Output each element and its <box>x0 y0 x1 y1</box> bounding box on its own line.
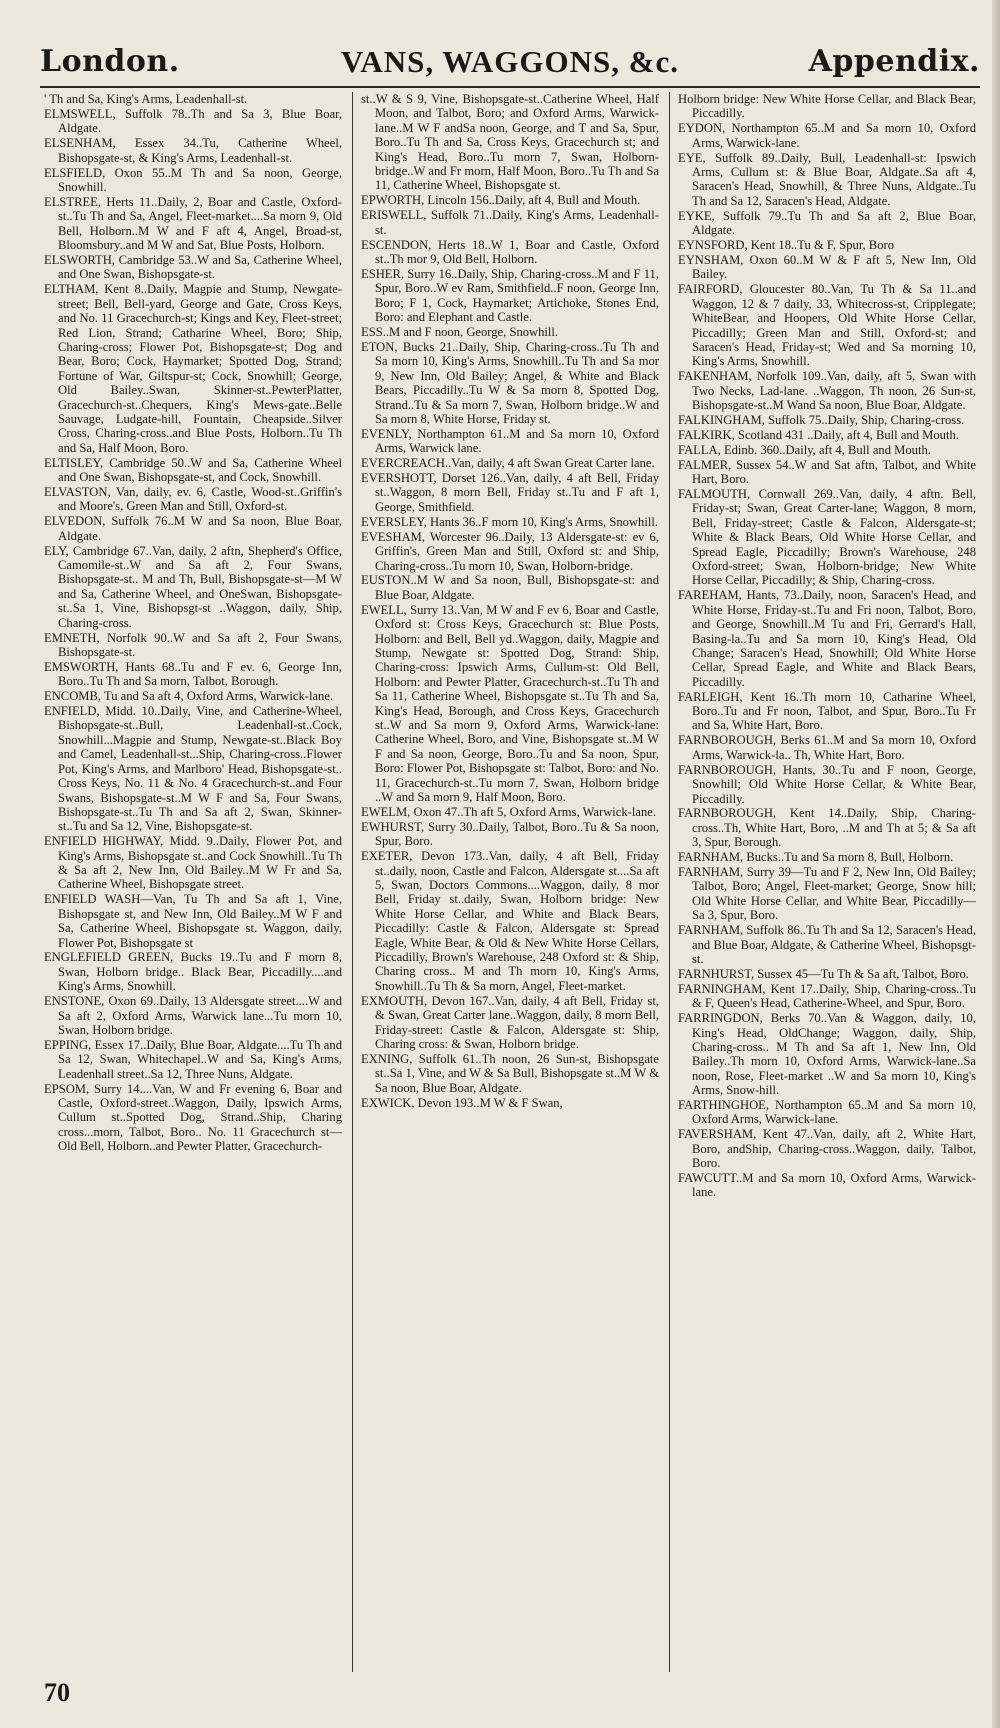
directory-entry: EVERSHOTT, Dorset 126..Van, daily, 4 aft Bell, Friday st..Waggon, 8 morn Bell, Friday st..Tu and F aft 1, George, Smithfield. <box>361 471 659 514</box>
directory-entry: ELSFIELD, Oxon 55..M Th and Sa noon, George, Snowhill. <box>44 165 342 194</box>
directory-entry: FARNHURST, Sussex 45—Tu Th & Sa aft, Talbot, Boro. <box>678 966 969 981</box>
directory-entry: ENCOMB, Tu and Sa aft 4, Oxford Arms, Warwick-lane. <box>44 689 334 704</box>
running-head-right: Appendix. <box>808 44 980 79</box>
directory-entry: EVERCREACH..Van, daily, 4 aft Swan Great Carter lane. <box>361 456 655 471</box>
directory-entry: ETON, Bucks 21..Daily, Ship, Charing-cross..Tu Th and Sa morn 10, King's Arms, Snowhill..Tu Th and Sa mor 9, New Inn, Old Bailey; Angel, & White and Black Bears, Piccadilly..Tu W & Sa morn 8, Spotted Dog, Strand..Tu & Sa morn 7, Swan, Holborn bridge..W and Sa morn 8, White Horse, Friday st. <box>361 339 659 426</box>
column-1 <box>44 92 342 1672</box>
directory-entry: ERISWELL, Suffolk 71..Daily, King's Arms, Leadenhall-st. <box>361 208 659 237</box>
page-header <box>40 40 980 84</box>
directory-entry: FALMOUTH, Cornwall 269..Van, daily, 4 aftn. Bell, Friday-st; Swan, Great Carter-lane; Waggon, 8 morn, Bell, Friday-street; Castle & Falcon, Aldersgate-st; White & Black Bears, Old White Horse Cellar, and Spread Eagle, Piccadilly; Brown's Warehouse, 248 Oxford-street; Swan, Holborn-bridge; New White Horse Cellar, Piccadilly; & Ship, Charing-cross. <box>678 486 976 588</box>
directory-entry: ESCENDON, Herts 18..W 1, Boar and Castle, Oxford st..Th mor 9, Old Bell, Holborn. <box>361 237 659 266</box>
directory-entry: FARNHAM, Bucks..Tu and Sa morn 8, Bull, Holborn. <box>678 850 954 865</box>
directory-entry: EVENLY, Northampton 61..M and Sa morn 10, Oxford Arms, Warwick lane. <box>361 426 659 456</box>
directory-entry: EYNSHAM, Oxon 60..M W & F aft 5, New Inn, Old Bailey. <box>678 252 976 282</box>
column-divider <box>352 92 353 1672</box>
directory-entry: EXNING, Suffolk 61..Th noon, 26 Sun-st, Bishopsgate st..Sa 1, Vine, and W & Sa Bull, Bishopsgate st..M W & Sa noon, Blue Boar, Aldgate. <box>361 1051 659 1095</box>
directory-entry: ESHER, Surry 16..Daily, Ship, Charing-cross..M and F 11, Spur, Boro..W ev Ram, Smithfield..F noon, George Inn, Boro; F 1, Cock, Haymarket; Artichoke, Stones End, Boro: and Elephant and Castle. <box>361 266 659 325</box>
directory-entry: ENGLEFIELD GREEN, Bucks 19..Tu and F morn 8, Swan, Holborn bridge.. Black Bear, Piccadilly....and King's Arms, Snowhill. <box>44 950 342 994</box>
directory-entry: FAIRFORD, Gloucester 80..Van, Tu Th & Sa 11..and Waggon, 12 & 7 daily, 33, Whitecross-st, Cripplegate; WhiteBear, and Hoopers, Old White Horse Cellar, Piccadilly; Green Man and Still, Oxford-st; and Saracen's Head, Friday-st; Wed and Sa morning 10, King's Arms, Snowhill. <box>678 282 976 369</box>
directory-entry: ELSWORTH, Cambridge 53..W and Sa, Catherine Wheel, and One Swan, Bishopsgate-st. <box>44 252 342 282</box>
directory-entry: FARRINGDON, Berks 70..Van & Waggon, daily, 10, King's Head, OldChange; Waggon, daily, Ship, Charing-cross.. M Th and Sa aft 1, New Inn, Old Bailey..Th morn 10, Oxford Arms, Warwick-lane..Sa noon, Rose, Fleet-market ..W and Sa morn 10, King's Arms, Snow-hill. <box>678 1011 976 1098</box>
directory-entry: EWELM, Oxon 47..Th aft 5, Oxford Arms, Warwick-lane. <box>361 804 656 819</box>
column-3 <box>678 92 976 1672</box>
directory-entry: ELSTREE, Herts 11..Daily, 2, Boar and Castle, Oxford-st..Tu Th and Sa, Angel, Fleet-market....Sa morn 9, Old Bell, Holborn..M W and F aft 4, Angel, Broad-st, Bloomsbury..and M W and Sat, Blue Posts, Holborn. <box>44 194 342 253</box>
directory-entry: FARNBOROUGH, Kent 14..Daily, Ship, Charing-cross..Th, White Hart, Boro, ..M and Th at 5; & Sa aft 3, Spur, Borough. <box>678 806 976 850</box>
directory-entry: FARLEIGH, Kent 16..Th morn 10, Catharine Wheel, Boro..Tu and Fr noon, Talbot, and Spur, Boro..Tu Fr and Sa, White Hart, Boro. <box>678 689 976 733</box>
directory-entry: FARNHAM, Suffolk 86..Tu Th and Sa 12, Saracen's Head, and Blue Boar, Aldgate, & Catherine Wheel, Bishopsgt-st. <box>678 923 976 966</box>
directory-entry: EYNSFORD, Kent 18..Tu & F, Spur, Boro <box>678 238 894 253</box>
directory-entry: ENSTONE, Oxon 69..Daily, 13 Aldersgate street....W and Sa aft 2, Oxford Arms, Warwick lane...Tu morn 10, Swan, Holborn bridge. <box>44 994 342 1037</box>
directory-entry: FAREHAM, Hants, 73..Daily, noon, Saracen's Head, and White Horse, Friday-st..Tu and Fri noon, Talbot, Boro, and George, Snowhill..M Tu and Fri, Gerrard's Hall, Basing-la..Tu and Sa morn 10, King's Head, Old Change; Saracen's Head, Snowhill; Old White Horse Cellar, Spread Eagle, and White and Black Bears, Piccadilly. <box>678 588 976 689</box>
directory-entry: EWHURST, Surry 30..Daily, Talbot, Boro..Tu & Sa noon, Spur, Boro. <box>361 819 659 849</box>
directory-entry: ELVEDON, Suffolk 76..M W and Sa noon, Blue Boar, Aldgate. <box>44 514 342 543</box>
text-columns <box>44 92 976 1672</box>
directory-entry: FARTHINGHOE, Northampton 65..M and Sa morn 10, Oxford Arms, Warwick-lane. <box>678 1098 976 1127</box>
directory-entry: FARNBOROUGH, Hants, 30..Tu and F noon, George, Snowhill; Old White Horse Cellar, & White Bear, Piccadilly. <box>678 762 976 806</box>
directory-entry: FAWCUTT..M and Sa morn 10, Oxford Arms, Warwick-lane. <box>678 1171 976 1200</box>
directory-entry: Holborn bridge: New White Horse Cellar, and Black Bear, Piccadilly. <box>678 92 976 121</box>
directory-entry: EYE, Suffolk 89..Daily, Bull, Leadenhall-st: Ipswich Arms, Cullum st: & Blue Boar, Aldgate..Sa aft 4, Saracen's Head, Snowhill, & Three Nuns, Aldgate..Tu Th and Sa 12, Saracen's Head, Aldgate. <box>678 150 976 208</box>
directory-entry: EXMOUTH, Devon 167..Van, daily, 4 aft Bell, Friday st, & Swan, Great Carter lane..Waggon, daily, 8 morn Bell, Friday-street: Castle & Falcon, Aldersgate st: Ship, Charing cross: & Swan, Holborn bridge. <box>361 993 659 1051</box>
directory-entry: EYKE, Suffolk 79..Tu Th and Sa aft 2, Blue Boar, Aldgate. <box>678 208 976 238</box>
directory-entry: ELVASTON, Van, daily, ev. 6, Castle, Wood-st..Griffin's and Moore's, Green Man and Still, Oxford-st. <box>44 484 342 514</box>
directory-entry: EXETER, Devon 173..Van, daily, 4 aft Bell, Friday st..daily, noon, Castle and Falcon, Aldersgate st....Sa aft 5, Swan, Doctors Commons....Waggon, daily, 8 mor Bell, Friday st..daily, Swan, Holborn bridge: New White Horse Cellar, and White and Black Bears, Piccadilly: Castle & Falcon, Aldersgate st: Spread Eagle, White Bear, & Old & New White Horse Cellars, Piccadilly, Brown's Warehouse, 248 Oxford st: & Ship, Charing cross.. M and Th morn 10, King's Arms, Snowhill..Tu Th & Sa morn, Angel, Fleet-market. <box>361 849 659 993</box>
directory-entry: FALLA, Edinb. 360..Daily, aft 4, Bull and Mouth. <box>678 442 931 457</box>
directory-entry: EMSWORTH, Hants 68..Tu and F ev. 6, George Inn, Boro..Tu Th and Sa morn, Talbot, Borough. <box>44 659 342 689</box>
directory-entry: ELMSWELL, Suffolk 78..Th and Sa 3, Blue Boar, Aldgate. <box>44 106 342 136</box>
directory-entry: ' Th and Sa, King's Arms, Leadenhall-st. <box>44 92 248 106</box>
directory-entry: EPWORTH, Lincoln 156..Daily, aft 4, Bull and Mouth. <box>361 193 641 208</box>
directory-entry: EXWICK, Devon 193..M W & F Swan, <box>361 1095 563 1110</box>
directory-entry: EVESHAM, Worcester 96..Daily, 13 Aldersgate-st: ev 6, Griffin's, Green Man and Still, Oxford st: and Ship, Charing-cross..Tu morn 10, Swan, Holborn-bridge. <box>361 529 659 573</box>
header-rule <box>40 86 980 88</box>
directory-entry: ELTISLEY, Cambridge 50..W and Sa, Catherine Wheel and One Swan, Bishopsgate-st, and Cock, Snowhill. <box>44 455 342 485</box>
directory-entry: EVERSLEY, Hants 36..F morn 10, King's Arms, Snowhill. <box>361 514 658 529</box>
directory-entry: st..W & S 9, Vine, Bishopsgate-st..Catherine Wheel, Half Moon, and Talbot, Boro; and Oxford Arms, Warwick-lane..M W F andSa noon, George, and T and Sa, Spur, Boro..Tu Th and Sa, Cross Keys, Gracechurch st; and King's Head, Boro..Tu morn 7, Swan, Holborn-bridge..W and Fr morn, Half Moon, Boro..Tu Th and Sa 11, Catherine Wheel, Bishopsgate st. <box>361 92 659 193</box>
directory-entry: FALMER, Sussex 54..W and Sat aftn, Talbot, and White Hart, Boro. <box>678 457 976 487</box>
directory-entry: EWELL, Surry 13..Van, M W and F ev 6, Boar and Castle, Oxford st: Cross Keys, Gracechurch st: Blue Posts, Holborn: and Bell, Bell yd..Waggon, daily, Magpie and Stump, Newgate st: Spotted Dog, Strand: Ship, Charing-cross: Ipswich Arms, Cullum-st: Old Bell, Holborn: and Pewter Platter, Gracechurch-st..Tu Th and Sa 11, Catherine Wheel, Bishopsgate st..Tu Th and Sa, King's Head, Borough, and Cross Keys, Gracechurch st..W and Sa morn 9, Oxford Arms, Warwick-lane: Catherine Wheel, Boro, and Vine, Bishopsgate st..M W F and Sa noon, George, Boro..Tu and Sa noon, Spur, Boro: Flower Pot, Bishopsgate st: Talbot, Boro: and No. 11, Gracechurch-st..Tu morn 7, Swan, Holborn bridge ..W and Sa morn 9, Half Moon, Boro. <box>361 602 659 804</box>
directory-entry: FARNBOROUGH, Berks 61..M and Sa morn 10, Oxford Arms, Warwick-la.. Th, White Hart, Boro. <box>678 733 976 762</box>
directory-entry: EPPING, Essex 17..Daily, Blue Boar, Aldgate....Tu Th and Sa 12, Swan, Whitechapel..W and Sa, King's Arms, Leadenhall street..Sa 12, Three Nuns, Aldgate. <box>44 1037 342 1081</box>
page-number: 70 <box>44 1678 70 1707</box>
directory-entry: ELTHAM, Kent 8..Daily, Magpie and Stump, Newgate-street; Bell, Bell-yard, George and Gate, Cross Keys, and No. 11 Gracechurch-st; Kings and Key, Fleet-street; Red Lion, Strand; Catharine Wheel, Boro; Ship, Charing-cross; Flower Pot, Bishopsgate-st; Dog and Bear, Boro; Cock, Haymarket; Spotted Dog, Strand; Fortune of War, Giltspur-st; Cock, Snowhill; George, Old Bailey..Swan, Skinner-st..PewterPlatter, Gracechurch-st..Chequers, King's Mews-gate..Belle Sauvage, Ludgate-hill, Fountain, Cheapside..Silver Cross, Charing-cross..and Blue Posts, Holborn..Tu Th and Sa, Half Moon, Boro. <box>44 282 342 455</box>
directory-entry: ENFIELD WASH—Van, Tu Th and Sa aft 1, Vine, Bishopsgate st, and New Inn, Old Bailey..M W F and Sa, Catherine Wheel, Bishopsgate st. Waggon, daily, Flower Pot, Bishopsgate st <box>44 892 342 950</box>
directory-entry: FARNINGHAM, Kent 17..Daily, Ship, Charing-cross..Tu & F, Queen's Head, Catherine-Wheel, and Spur, Boro. <box>678 981 976 1011</box>
directory-entry: FAVERSHAM, Kent 47..Van, daily, aft 2, White Hart, Boro, andShip, Charing-cross..Waggon, daily, Talbot, Boro. <box>678 1127 976 1171</box>
directory-entry: ELY, Cambridge 67..Van, daily, 2 aftn, Shepherd's Office, Camomile-st..W and Sa aft 2, Four Swans, Bishopsgate-st.. M and Th, Bull, Bishopsgate-st—M W and Sa, Catherine Wheel, and OneSwan, Bishopsgate-st..Sa 1, Vine, Bishopsgt-st ..Waggon, daily, Ship, Charing-cross. <box>44 543 342 630</box>
directory-entry: FARNHAM, Surry 39—Tu and F 2, New Inn, Old Bailey; Talbot, Boro; Angel, Fleet-market; George, Snow hill; Old White Horse Cellar, and White Bear, Piccadilly—Sa 3, Spur, Boro. <box>678 865 976 923</box>
column-2 <box>361 92 659 1672</box>
directory-entry: EPSOM, Surry 14....Van, W and Fr evening 6, Boar and Castle, Oxford-street..Waggon, Daily, Ipswich Arms, Cullum st..Spotted Dog, Strand..Ship, Charing cross...morn, Talbot, Boro.. No. 11 Gracechurch st—Old Bell, Holborn..and Pewter Platter, Gracechurch- <box>44 1081 342 1154</box>
directory-entry: ENFIELD, Midd. 10..Daily, Vine, and Catherine-Wheel, Bishopsgate-st..Bull, Leadenhall-st..Cock, Snowhill...Magpie and Stump, Newgate-st..Black Boy and Camel, Leadenhall-st...Ship, Charing-cross..Flower Pot, King's Arms, and Marlboro' Head, Bishopsgate-st.. Cross Keys, No. 11 & No. 4 Gracechurch-st..and Four Swans, Bishopsgate-st..M W F and Sa, Four Swans, Bishopsgate-st..Tu Th and Sa aft 2, Swan, Skinner-st..Tu and Sa 12, Vine, Bishopsgate-st. <box>44 704 342 834</box>
directory-entry: FAKENHAM, Norfolk 109..Van, daily, aft 5, Swan with Two Necks, Lad-lane. ..Waggon, Th noon, 26 Sun-st, Bishopsgate-st..M Wand Sa noon, Blue Boar, Aldgate. <box>678 369 976 413</box>
directory-entry: FALKIRK, Scotland 431 ..Daily, aft 4, Bull and Mouth. <box>678 427 959 442</box>
directory-entry: EYDON, Northampton 65..M and Sa morn 10, Oxford Arms, Warwick-lane. <box>678 121 976 150</box>
directory-entry: ESS..M and F noon, George, Snowhill. <box>361 325 559 339</box>
directory-entry: ENFIELD HIGHWAY, Midd. 9..Daily, Flower Pot, and King's Arms, Bishopsgate st..and Cock Snowhill..Tu Th & Sa aft 2, New Inn, Old Bailey..M W Fr and Sa, Catherine Wheel, Bishopsgate street. <box>44 834 342 892</box>
directory-entry: EMNETH, Norfolk 90..W and Sa aft 2, Four Swans, Bishopsgate-st. <box>44 630 342 659</box>
directory-entry: ELSENHAM, Essex 34..Tu, Catherine Wheel, Bishopsgate-st, & King's Arms, Leadenhall-st. <box>44 136 342 165</box>
directory-entry: EUSTON..M W and Sa noon, Bull, Bishopsgate-st: and Blue Boar, Aldgate. <box>361 573 659 602</box>
column-divider <box>669 92 670 1672</box>
page-title: VANS, WAGGONS, &c. <box>340 44 680 79</box>
directory-entry: FALKINGHAM, Suffolk 75..Daily, Ship, Charing-cross. <box>678 412 965 427</box>
binding-edge <box>992 0 1000 1728</box>
running-head-left: London. <box>40 44 180 79</box>
